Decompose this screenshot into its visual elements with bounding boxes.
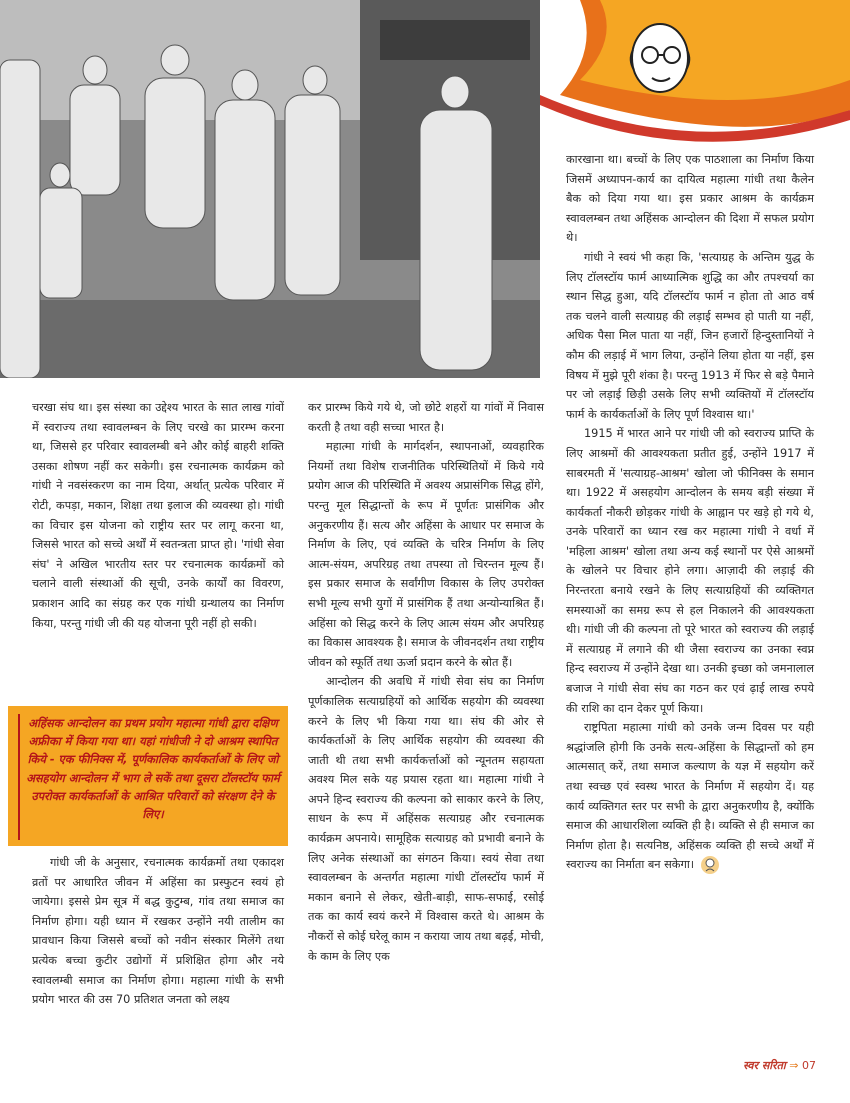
gandhi-caricature-icon (631, 24, 690, 92)
col3-paragraph-3: 1915 में भारत आने पर गांधी जी को स्वराज्य प्राप्ति के लिए आश्रमों की आवश्यकता प्रतीत हुई, उन्होंने 1917 में साबरमती में 'सत्याग्रह-आश्रम' खोला जो फीनिक्स के समान था। 1922 में असहयोग आन्दोलन के समय बड़ी संख्या में कार्यकर्ता नौकरी छोड़कर गांधी के आह्वान पर खड़े हो गये थे, उनके परिवारों का ध्यान रख कर महात्मा गांधी ने वर्धा में 'महिला आश्रम' खोला तथा अन्य कई स्थानों पर ऐसे आश्रमों के खोलने पर विचार होने लगा। आज़ादी की लड़ाई की निरन्तरता बनाये रखने के लिए सत्याग्रहियों की व्यक्तिगत समस्याओं का समग्र रूप से हल निकालने की आवश्यकता थी। गांधी जी की कल्पना तो पूरे भारत को स्वराज्य की लड़ाई में सत्याग्रह में लगाने की थी जैसा स्वराज्य का उनका स्वप्न हिन्द स्वराज्य में उन्होंने देखा था। उनकी इच्छा को जमनालाल बजाज ने गांधी सेवा संघ का गठन कर एवं ढ़ाई लाख रुपये की राशि का दान देकर पूर्ण किया। (566, 427, 814, 715)
column-3 (566, 150, 814, 875)
magazine-brand: स्वर सरिता (743, 1059, 786, 1072)
page-number: 07 (802, 1059, 816, 1072)
col3-paragraph-1: कारखाना था। बच्चों के लिए एक पाठशाला का निर्माण किया जिसमें अध्यापन-कार्य का दायित्व महात्मा गांधी तथा कैलेन बैक को दिया गया था। इस प्रकार आश्रम के कार्यक्रम स्वावलम्बन तथा अहिंसक आन्दोलन की दिशा में सफल प्रयोग थे। (566, 153, 814, 245)
photo-illustration (0, 0, 540, 378)
col1-paragraph-2: गांधी जी के अनुसार, रचनात्मक कार्यक्रमों तथा एकादश व्रतों पर आधारित जीवन में अहिंसा का प्रस्फुटन स्वयं हो जायेगा। इससे प्रेम सूत्र में बद्ध कुटुम्ब, गांव तथा समाज का निर्माण होगा। यही ध्यान में रखकर उन्होंने नयी तालीम का प्रावधान किया जिससे बच्चों को नवीन संस्कार मिलेंगे तथा प्रत्येक बच्चा कुटीर उद्योगों में प्रशिक्षित होगा और नये स्वावलम्बी समाज का निर्माण होगा। महात्मा गांधी के सभी प्रयोग भारत की उस 70 प्रतिशत जनता को लक्ष्य (32, 856, 284, 1007)
historical-photo (0, 0, 540, 378)
col3-paragraph-4 (566, 718, 814, 875)
highlight-callout (8, 706, 288, 846)
callout-text: अहिंसक आन्दोलन का प्रथम प्रयोग महात्मा गांधी द्वारा दक्षिण अफ्रीका में किया गया था। यहां गांधीजी ने दो आश्रम स्थापित किये - एक फीनिक्स में, पूर्णकालिक कार्यकर्ताओं के लिए जो असहयोग आन्दोलन में भाग ले सकें तथा दूसरा टॉलस्टॉय फार्म उपरोक्त कार्यकर्ताओं के आश्रित परिवारों को संरक्षण देने के लिए। (18, 714, 280, 840)
column-2 (308, 398, 544, 966)
corner-decoration (540, 0, 850, 150)
col2-paragraph-2: महात्मा गांधी के मार्गदर्शन, स्थापनाओं, व्यवहारिक नियमों तथा विशेष राजनीतिक परिस्थितियों में किये गये प्रयोग आज की परिस्थिति में अवश्य अप्रासंगिक सिद्ध होंगे, परन्तु मूल सिद्धान्तों के रूप में पूर्णतः प्रासंगिक और अनुकरणीय हैं। सत्य और अहिंसा के आधार पर समाज के निर्माण के लिए, एवं व्यक्ति के चरित्र निर्माण के लिए आत्म-संयम, अपरिग्रह तथा तपस्या तो चिरन्तन मूल्य हैं। इस प्रकार समाज के सर्वांगीण विकास के लिए उपरोक्त सभी मूल्य सभी युगों में प्रासंगिक हैं तथा अन्योन्याश्रित हैं। अहिंसा को सिद्ध करने के लिए आत्म संयम और अपरिग्रह का विकास आवश्यक है। समाज के जीवनदर्शन तथा राष्ट्रीय जीवन को स्फूर्ति तथा ऊर्जा प्रदान करने के स्रोत हैं। (308, 440, 544, 669)
page-footer (743, 1058, 816, 1073)
col3-paragraph-2: गांधी ने स्वयं भी कहा कि, 'सत्याग्रह के अन्तिम युद्ध के लिए टॉलस्टॉय फार्म आध्यात्मिक शुद्धि का और तपश्चर्या का स्थान सिद्ध हुआ, यदि टॉलस्टॉय फार्म न होता तो आठ वर्ष तक चलने वाली सत्याग्रह की लड़ाई सम्भव हो पाती या नहीं, अधिक पैसा मिल पाता या नहीं, जिन हजारों हिन्दुस्तानियों ने कौम की लड़ाई में भाग लिया, उन्होंने लिया होता या नहीं, इस विषय में मुझे पूरी शंका है। परन्तु 1913 में फिर से बड़े पैमाने पर जो लड़ाई छिड़ी उसके लिए सभी व्यक्तियों में टॉलस्टॉय फार्म के कार्यकर्ताओं के लिए पूर्ण विश्वास था।' (566, 250, 814, 421)
col3-paragraph-4-text: राष्ट्रपिता महात्मा गांधी को उनके जन्म दिवस पर यही श्रद्धांजलि होगी कि उनके सत्य-अहिंसा के सिद्धान्तों को हम आत्मसात् करें, तथा समाज कल्याण के यज्ञ में सहयोग करें तथा स्वच्छ एवं स्वस्थ भारत के निर्माण में सहयोग दें। यह कार्य व्यक्तिगत स्तर पर सभी के द्वारा अनुकरणीय है, क्योंकि समाज की आधारशिला व्यक्ति ही है। व्यक्ति से ही समाज का निर्माण होता है। सत्यनिष्ठ, अहिंसक व्यक्ति ही सच्चे अर्थों में स्वराज्य का निर्माता बन सकेगा। (566, 721, 814, 872)
arrow-icon: ⇒ (789, 1059, 799, 1072)
col2-paragraph-1: कर प्रारम्भ किये गये थे, जो छोटे शहरों या गांवों में निवास करती है तथा वही सच्चा भारत है। (308, 401, 544, 434)
column-1 (32, 398, 284, 633)
col2-paragraph-3: आन्दोलन की अवधि में गांधी सेवा संघ का निर्माण पूर्णकालिक सत्याग्रहियों को आर्थिक सहयोग की व्यवस्था करने के लिए भी किया गया था। संघ की ओर से कार्यकर्ताओं के लिए आर्थिक सहयोग की व्यवस्था की जाती थी तथा सभी कार्यकर्त्ताओं को न्यूनतम सहायता अवश्य मिल सके यह प्रयास रहता था। महात्मा गांधी ने अपने हिन्द स्वराज्य की कल्पना को साकार करने के लिए, साधन के रूप में अहिंसक सत्याग्रह और रचनात्मक कार्यक्रम अपनाये। सामूहिक सत्याग्रह को प्रभावी बनाने के लिए अनेक संस्थाओं का संगठन किया। स्वयं सेवा तथा स्वावलम्बन के अन्तर्गत महात्मा गांधी टॉलस्टॉय फार्म में मकान बनाने से लेकर, खेती-बाड़ी, साफ-सफाई, रसोई तक का कार्य स्वयं करने में विश्वास करते थे। आश्रम के नौकरों से कोई घरेलू काम न कराया जाय तथा बढ़ई, मोची, के काम के लिए एक (308, 675, 544, 963)
col1-paragraph-1: चरखा संघ था। इस संस्था का उद्देश्य भारत के सात लाख गांवों में स्वराज्य तथा स्वावलम्बन के लिए चरखे का प्रारम्भ करना था, जिससे हर परिवार स्वावलम्बी बने और कोई बाहरी शक्ति उसका शोषण नहीं कर सकेगी। इस रचनात्मक कार्यक्रम को गांधी ने नवसंस्करण का नाम दिया, अर्थात् प्रत्येक परिवार में रोटी, कपड़ा, मकान, शिक्षा तथा इलाज की व्यवस्था हो। गांधी का विचार इस योजना को राष्ट्रीय स्तर पर लागू करना था, जिससे भारत को सच्चे अर्थों में स्वतन्त्रता प्राप्त हो। 'गांधी सेवा संघ' ने अखिल भारतीय स्तर पर रचनात्मक कार्यक्रमों को चलाने वाली संस्थाओं की सूची, उनके कार्यों का विवरण, प्रकाशन आदि का संग्रह कर एक गांधी ग्रन्थालय का निर्माण किया, परन्तु गांधी जी की यह योजना पूरी नहीं हो सकी। (32, 401, 284, 630)
gandhi-end-mark-icon (700, 855, 720, 875)
column-1-continued (32, 853, 284, 1010)
